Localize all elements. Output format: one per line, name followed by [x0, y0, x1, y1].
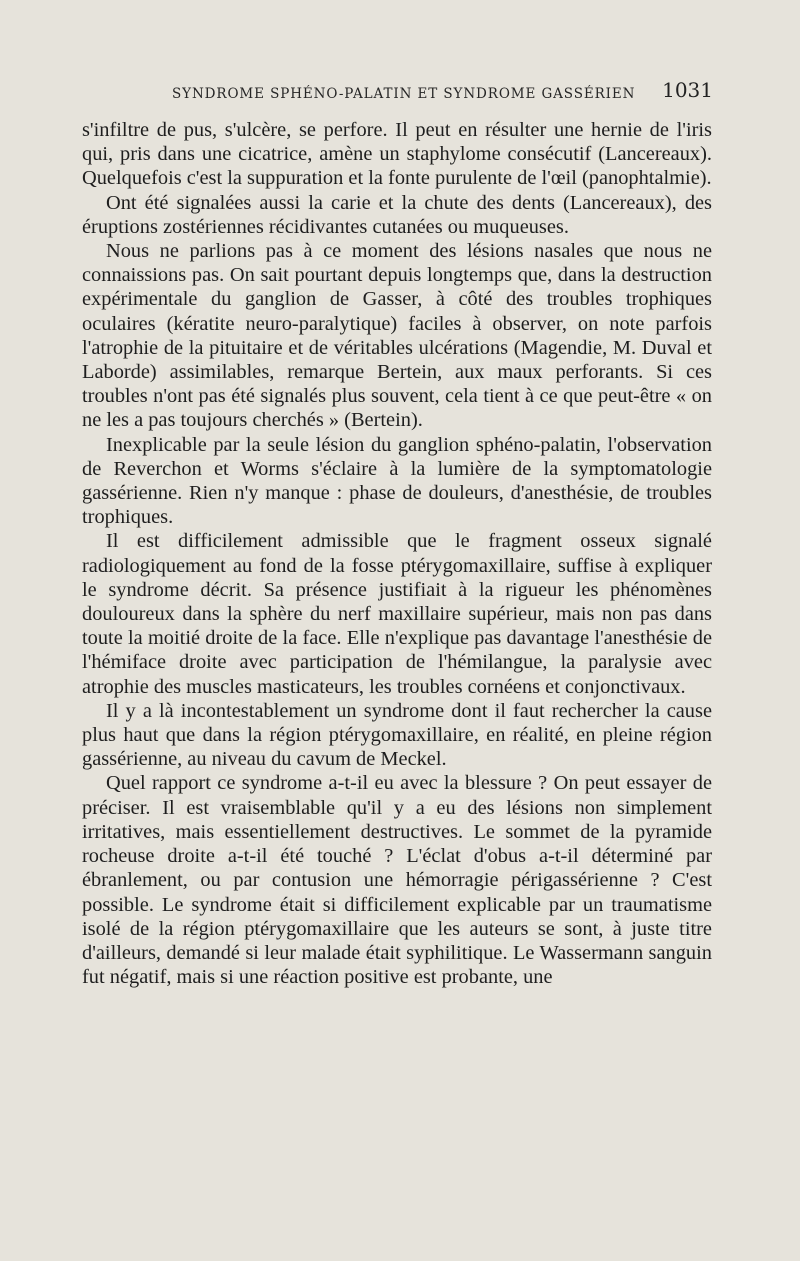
running-head: SYNDROME SPHÉNO-PALATIN ET SYNDROME GASSÉRIEN [172, 86, 636, 102]
paragraph: Inexplicable par la seule lésion du ganglion sphéno-palatin, l'observation de Reverchon et Worms s'éclaire à la lumière de la symptomatologie gassérienne. Rien n'y manque : phase de douleurs, d'anesthésie, de troubles trophiques. [82, 433, 712, 529]
paragraph: Ont été signalées aussi la carie et la chute des dents (Lancereaux), des éruptions zostériennes récidivantes cutanées ou muqueuses. [82, 191, 712, 238]
paragraph: Quel rapport ce syndrome a-t-il eu avec la blessure ? On peut essayer de préciser. Il est vraisemblable qu'il y a eu des lésions non simplement irritatives, mais essentiellement destructives. Le sommet de la pyramide rocheuse droite a-t-il été touché ? L'éclat d'obus a-t-il déterminé par ébranlement, ou par contusion une hémorragie périgassérienne ? C'est possible. Le syndrome était si difficilement explicable par un traumatisme isolé de la région ptérygomaxillaire que les auteurs se sont, à juste titre d'ailleurs, demandé si leur malade était syphilitique. Le Wassermann sanguin fut négatif, mais si une réaction positive est probante, une [82, 772, 712, 989]
paragraph: Il est difficilement admissible que le fragment osseux signalé radiologiquement au fond de la fosse ptérygomaxillaire, suffise à expliquer le syndrome décrit. Sa présence justifiait à la rigueur les phénomènes douloureux dans la sphère du nerf maxillaire supérieur, mais non pas dans toute la moitié droite de la face. Elle n'explique pas davantage l'anesthésie de l'hémiface droite avec participation de l'hémilangue, la paralysie avec atrophie des muscles masticateurs, les troubles cornéens et conjonctivaux. [82, 530, 712, 698]
paragraph: Nous ne parlions pas à ce moment des lésions nasales que nous ne connaissions pas. On sait pourtant depuis longtemps que, dans la destruction expérimentale du ganglion de Gasser, à côté des troubles trophiques oculaires (kératite neuro-paralytique) faciles à observer, on note parfois l'atrophie de la pituitaire et de véritables ulcérations (Magendie, M. Duval et Laborde) assimilables, remarque Bertein, aux maux perforants. Si ces troubles n'ont pas été signalés plus souvent, cela tient à ce que peut-être « on ne les a pas toujours cherchés » (Bertein). [82, 240, 712, 432]
body-text [82, 118, 712, 989]
paragraph-continuation: s'infiltre de pus, s'ulcère, se perfore. Il peut en résulter une hernie de l'iris qui, pris dans une cicatrice, amène un staphylome consécutif (Lancereaux). Quelquefois c'est la suppuration et la fonte purulente de l'œil (panophtalmie). [82, 119, 712, 190]
paragraph: Il y a là incontestablement un syndrome dont il faut rechercher la cause plus haut que dans la région ptérygomaxillaire, en réalité, en pleine région gassérienne, au niveau du cavum de Meckel. [82, 699, 712, 771]
page-header [82, 76, 712, 106]
page-number: 1031 [662, 78, 713, 102]
